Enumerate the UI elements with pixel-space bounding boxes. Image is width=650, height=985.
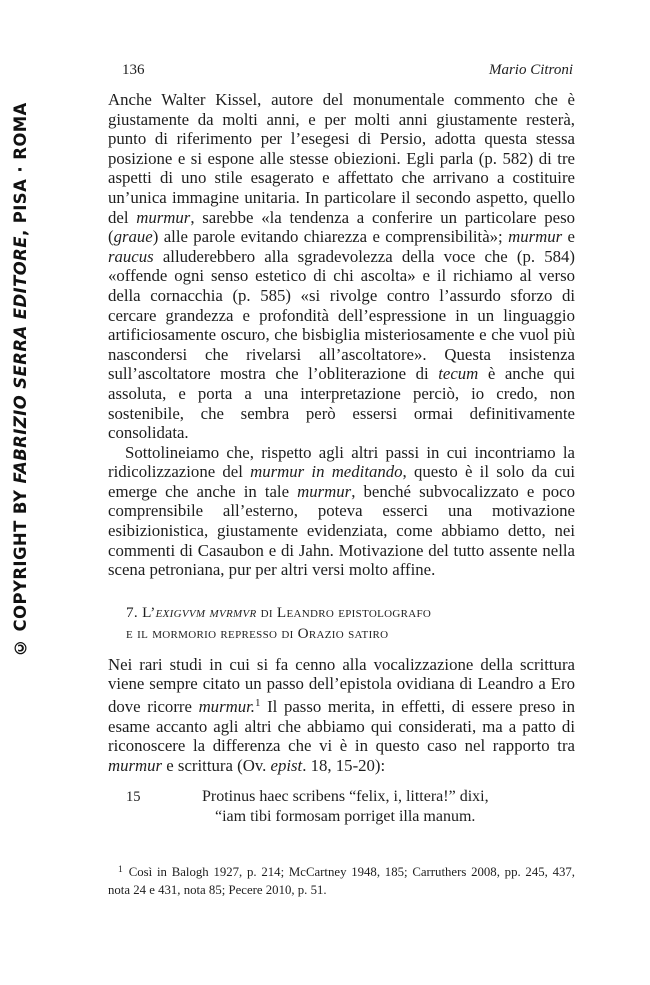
verse-number: 15: [126, 789, 141, 806]
page-number: 136: [122, 62, 145, 78]
section-heading-line-2: e il mormorio represso di Orazio satiro: [126, 624, 389, 642]
watermark-publisher: FABRIZIO SERRA EDITORE: [11, 236, 30, 484]
section-heading: [126, 602, 575, 644]
watermark-location: , PISA · ROMA: [11, 102, 30, 237]
footnote: [108, 861, 575, 899]
copyright-watermark: [2, 85, 40, 675]
running-head-author: Mario Citroni: [488, 62, 573, 78]
body-text-2: [108, 655, 575, 776]
section-heading-line-1: 7. L’exigvvm mvrmvr di Leandro epistolografo: [126, 603, 432, 621]
body-text: [108, 90, 575, 580]
watermark-text: © COPYRIGHT BY: [11, 483, 30, 658]
verse-line-2: “iam tibi formosam porriget illa manum.: [215, 808, 476, 826]
paragraph-2: Sottolineiamo che, rispetto agli altri passi in cui incontriamo la ridicolizzazione del murmur in meditando, questo è il solo da cui emerge che anche in tale murmur, benché subvocalizzato e poco comprensibile all’esterno, poteva esserci una motivazione esibizionistica, giustamente evidenziata, come abbiamo detto, nei commenti di Casaubon e di Jahn. Motivazione del tutto assente nella scena petroniana, pur per altri versi molto affine.: [108, 442, 575, 580]
verse-line-1: 15 Protinus haec scribens “felix, i, littera!” dixi,: [126, 788, 489, 806]
verse-quotation: [108, 787, 575, 827]
book-page: [108, 62, 575, 899]
footnote-mark: 1: [118, 865, 123, 876]
paragraph-3: Nei rari studi in cui si fa cenno alla vocalizzazione della scrittura viene sempre citato un passo dell’epistola ovidiana di Leandro a Ero dove ricorre murmur.$^1$ Il passo merita, in effetti, di essere preso in esame accanto agli altri che abbiamo qui considerati, ma a patto di riconoscere la differenza che vi è in questo caso nel rapporto tra murmur e scrittura (Ov. epist. 18, 15-20):: [108, 654, 576, 775]
footnote-reference[interactable]: 1: [254, 697, 261, 710]
footnote-text: Così in Balogh 1927, p. 214; McCartney 1948, 185; Carruthers 2008, pp. 245, 437, nota 24 e 431, nota 85; Pecere 2010, p. 51.: [108, 865, 575, 898]
running-head: [108, 62, 575, 84]
paragraph-1: Anche Walter Kissel, autore del monumentale commento che è giustamente da molti anni, e per molti anni giustamente resterà, punto di riferimento per l’esegesi di Persio, adotta questa stessa posizione e si espone alle stesse obiezioni. Egli parla (p. 582) di tre aspetti di uno stile esagerato e affettato che arrivano a costituire un’unica immagine unitaria. In particolare il secondo aspetto, quello del murmur, sarebbe «la tendenza a conferire un particolare peso (graue) alle parole evitando chiarezza e comprensibilità»; murmur e raucus alluderebbero alla sgradevolezza della voce che (p. 584) «offende ogni senso estetico di chi ascolta» e il richiamo al verso della cornacchia (p. 585) «si rivolge contro l’assurdo sforzo di cercare grandezza e profondità dell’espressione in un linguaggio artificiosamente oscuro, che bisbiglia misteriosamente e che vuol più nascondersi che rivelarsi all’ascoltatore». Questa insistenza sull’ascoltatore mostra che l’obliterazione di tecum è anche qui assoluta, e porta a una interpretazione perciò, io credo, non sostenibile, che sembra però essersi ormai definitivamente consolidata.: [108, 90, 575, 443]
